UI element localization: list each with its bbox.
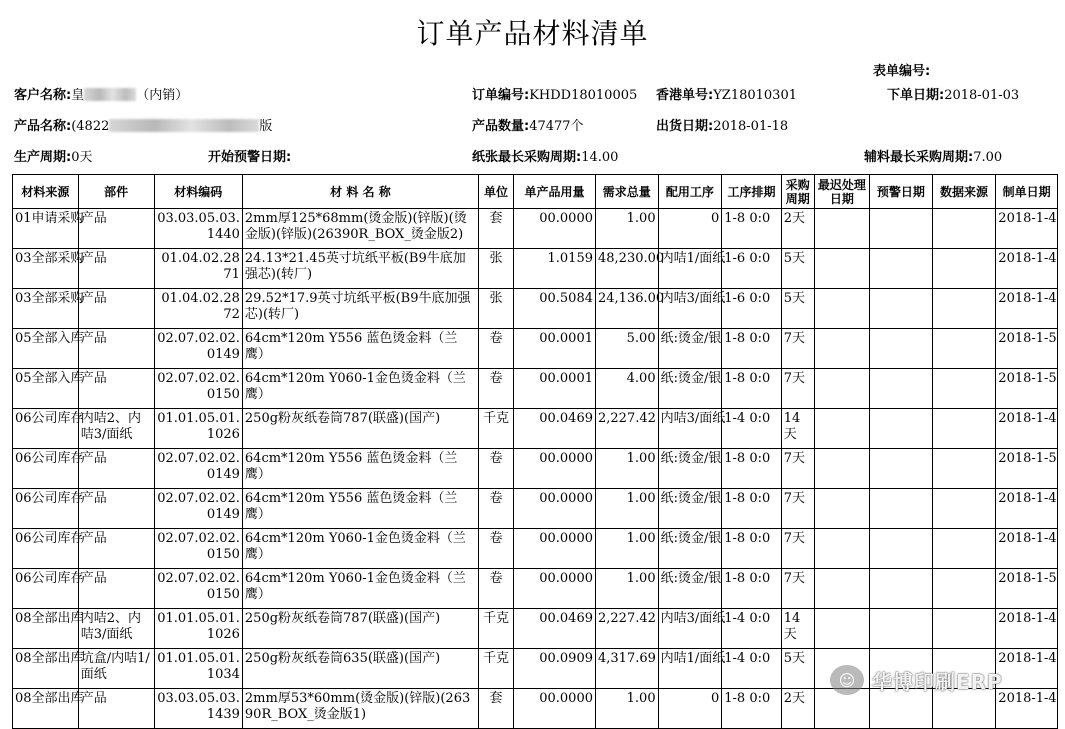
usage-cell: 00.0000 (513, 489, 595, 529)
data-source-cell (932, 289, 996, 329)
data-source-cell (932, 649, 996, 689)
usage-cell: 00.0000 (513, 529, 595, 569)
column-header: 制单日期 (996, 175, 1058, 209)
column-header: 单位 (479, 175, 514, 209)
table-row (13, 209, 1058, 249)
warn-date-cell (870, 209, 933, 249)
source-cell-text: 08全部出库 (15, 611, 84, 626)
made-date-cell: 2018-1-4 (996, 649, 1058, 689)
schedule-cell: 1-4 0:0 (722, 409, 782, 449)
usage-cell: 00.0001 (513, 329, 595, 369)
total-cell: 1.00 (596, 529, 659, 569)
part-cell: 产品 (78, 529, 154, 569)
process-cell (658, 569, 722, 609)
cycle-cell: 14天 (781, 609, 814, 649)
schedule-cell: 1-8 0:0 (722, 369, 782, 409)
cycle-cell: 7天 (781, 569, 814, 609)
process-cell-text: 纸:烫金/银 (660, 331, 722, 346)
column-header: 材 料 名 称 (242, 175, 478, 209)
unit-cell: 卷 (479, 529, 514, 569)
latest-date-cell (814, 209, 869, 249)
order-date-value: 2018-01-03 (944, 88, 1020, 103)
code-cell: 02.07.02.02.0150 (154, 369, 242, 409)
source-cell-text: 01申请采购 (15, 211, 84, 226)
source-cell-text: 06公司库存 (15, 531, 84, 546)
wechat-logo-icon: ☺ (830, 665, 864, 695)
part-cell: 坑盒/内咭1/面纸 (78, 649, 154, 689)
data-source-cell (932, 249, 996, 289)
code-cell: 03.03.05.03.1439 (154, 689, 242, 729)
part-cell: 内咭2、内咭3/面纸 (78, 409, 154, 449)
total-cell: 4.00 (596, 369, 659, 409)
product-suffix: 版 (259, 119, 273, 134)
quantity-value: 47477个 (529, 119, 584, 134)
unit-cell: 套 (479, 689, 514, 729)
unit-cell: 卷 (479, 489, 514, 529)
hk-no-label: 香港单号: (656, 88, 714, 103)
part-cell: 产品 (78, 209, 154, 249)
part-cell: 产品 (78, 689, 154, 729)
source-cell (13, 329, 84, 369)
table-row (13, 329, 1058, 369)
order-no-field (472, 88, 637, 104)
process-cell-text: 内咭3/面纸 (660, 291, 726, 306)
total-cell: 1.00 (596, 489, 659, 529)
cycle-cell: 7天 (781, 369, 814, 409)
column-header: 材料来源 (13, 175, 79, 209)
usage-cell: 00.5084 (513, 289, 595, 329)
customer-suffix: （内销） (136, 88, 189, 103)
hk-no-value: YZ18010301 (713, 88, 797, 103)
unit-cell: 套 (479, 209, 514, 249)
usage-cell: 00.0000 (513, 569, 595, 609)
made-date-cell: 2018-1-4 (996, 289, 1058, 329)
schedule-cell: 1-8 0:0 (722, 529, 782, 569)
product-field (14, 119, 272, 135)
cycle-cell: 7天 (781, 329, 814, 369)
latest-date-cell (814, 689, 869, 729)
warn-start-field (208, 150, 291, 166)
name-cell: 250g粉灰纸卷筒787(联盛)(国产) (242, 609, 478, 649)
table-row (13, 569, 1058, 609)
cycle-cell: 2天 (781, 689, 814, 729)
quantity-label: 产品数量: (472, 119, 530, 134)
source-cell-text: 06公司库存 (15, 451, 84, 466)
process-cell-text: 纸:烫金/银 (660, 371, 722, 386)
name-cell: 2mm厚53*60mm(烫金版)(锌版)(26390R_BOX_烫金版1) (242, 689, 478, 729)
paper-max-label: 纸张最长采购周期: (472, 150, 582, 165)
warn-date-cell (870, 569, 933, 609)
materials-table (12, 174, 1058, 729)
part-cell: 内咭2、内咭3/面纸 (78, 609, 154, 649)
order-no-label: 订单编号: (472, 88, 530, 103)
source-cell (13, 289, 84, 329)
data-source-cell (932, 209, 996, 249)
usage-cell: 00.0469 (513, 409, 595, 449)
total-cell: 24,136.00 (596, 289, 659, 329)
page-title: 订单产品材料清单 (416, 17, 649, 50)
table-row (13, 649, 1058, 689)
part-cell: 产品 (78, 489, 154, 529)
form-no-field (873, 64, 930, 80)
table-row (13, 529, 1058, 569)
unit-cell: 千克 (479, 409, 514, 449)
source-cell (13, 489, 84, 529)
data-source-cell (932, 609, 996, 649)
usage-cell: 00.0909 (513, 649, 595, 689)
warn-date-cell (870, 649, 933, 689)
unit-cell: 张 (479, 249, 514, 289)
schedule-cell: 1-8 0:0 (722, 449, 782, 489)
cycle-cell: 5天 (781, 289, 814, 329)
latest-date-cell (814, 489, 869, 529)
customer-label: 客户名称: (14, 88, 72, 103)
process-cell-text: 内咭3/面纸 (660, 411, 726, 426)
warn-date-cell (870, 689, 933, 729)
warn-date-cell (870, 529, 933, 569)
name-cell: 64cm*120m Y060-1金色烫金料（兰鹰） (242, 569, 478, 609)
cycle-value: 0天 (71, 150, 93, 165)
code-cell: 01.01.05.01.1026 (154, 609, 242, 649)
unit-cell: 卷 (479, 569, 514, 609)
code-cell: 01.04.02.2872 (154, 289, 242, 329)
aux-max-label: 辅料最长采购周期: (864, 150, 974, 165)
process-cell-text: 纸:烫金/银 (660, 531, 722, 546)
column-header: 单产品用量 (513, 175, 595, 209)
source-cell-text: 03全部采购 (15, 251, 84, 266)
cycle-cell: 14天 (781, 409, 814, 449)
name-cell: 250g粉灰纸卷筒635(联盛)(国产) (242, 649, 478, 689)
paper-max-value: 14.00 (581, 150, 619, 165)
unit-cell: 千克 (479, 609, 514, 649)
schedule-cell: 1-8 0:0 (722, 329, 782, 369)
table-row (13, 449, 1058, 489)
watermark-text: 华博印刷ERP (872, 669, 1003, 694)
process-cell-text: 内咭1/面纸 (660, 251, 726, 266)
cycle-cell: 2天 (781, 209, 814, 249)
table-row (13, 489, 1058, 529)
total-cell: 4,317.69 (596, 649, 659, 689)
warn-date-cell (870, 609, 933, 649)
name-cell: 29.52*17.9英寸坑纸平板(B9牛底加强芯)(转厂) (242, 289, 478, 329)
column-header: 最迟处理日期 (814, 175, 869, 209)
source-cell-text: 05全部入库 (15, 371, 84, 386)
latest-date-cell (814, 409, 869, 449)
warn-date-cell (870, 409, 933, 449)
table-row (13, 609, 1058, 649)
part-cell: 产品 (78, 329, 154, 369)
unit-cell: 卷 (479, 329, 514, 369)
process-cell (658, 329, 722, 369)
unit-cell: 千克 (479, 649, 514, 689)
made-date-cell: 2018-1-5 (996, 569, 1058, 609)
made-date-cell: 2018-1-4 (996, 489, 1058, 529)
total-cell: 2,227.42 (596, 609, 659, 649)
code-cell: 01.01.05.01.1034 (154, 649, 242, 689)
process-cell (658, 289, 726, 329)
aux-max-field (864, 150, 1002, 166)
process-cell-text: 0 (710, 691, 720, 706)
code-cell: 02.07.02.02.0150 (154, 569, 242, 609)
ship-date-label: 出货日期: (656, 119, 714, 134)
code-cell: 02.07.02.02.0149 (154, 489, 242, 529)
quantity-field (472, 119, 584, 135)
code-cell: 01.01.05.01.1026 (154, 409, 242, 449)
usage-cell: 00.0000 (513, 689, 595, 729)
column-header: 预警日期 (870, 175, 933, 209)
warn-date-cell (870, 489, 933, 529)
latest-date-cell (814, 369, 869, 409)
order-no-value: KHDD18010005 (529, 88, 638, 103)
cycle-cell: 7天 (781, 489, 814, 529)
source-cell-text: 06公司库存 (15, 491, 84, 506)
schedule-cell: 1-4 0:0 (722, 609, 782, 649)
process-cell (658, 489, 722, 529)
schedule-cell: 1-6 0:0 (722, 249, 782, 289)
process-cell (658, 529, 722, 569)
customer-field (14, 88, 188, 104)
schedule-cell: 1-6 0:0 (722, 289, 782, 329)
made-date-cell: 2018-1-4 (996, 249, 1058, 289)
total-cell: 5.00 (596, 329, 659, 369)
total-cell: 1.00 (596, 569, 659, 609)
source-cell (13, 449, 84, 489)
source-cell-text: 03全部采购 (15, 291, 84, 306)
latest-date-cell (814, 249, 869, 289)
latest-date-cell (814, 289, 869, 329)
source-cell (13, 209, 84, 249)
data-source-cell (932, 689, 996, 729)
table-row (13, 249, 1058, 289)
order-date-field (887, 88, 1019, 104)
process-cell (658, 609, 726, 649)
source-cell (13, 249, 84, 289)
source-cell-text: 05全部入库 (15, 331, 84, 346)
latest-date-cell (814, 569, 869, 609)
total-cell: 1.00 (596, 209, 659, 249)
data-source-cell (932, 489, 996, 529)
total-cell: 1.00 (596, 689, 659, 729)
usage-cell: 1.0159 (513, 249, 595, 289)
cycle-cell: 5天 (781, 249, 814, 289)
column-header: 配用工序 (658, 175, 722, 209)
name-cell: 2mm厚125*68mm(烫金版)(锌版)(烫金版)(锌版)(26390R_BOX_烫金版2) (242, 209, 478, 249)
latest-date-cell (814, 649, 869, 689)
data-source-cell (932, 369, 996, 409)
source-cell (13, 369, 84, 409)
name-cell: 24.13*21.45英寸坑纸平板(B9牛底加强芯)(转厂) (242, 249, 478, 289)
source-cell (13, 609, 84, 649)
usage-cell: 00.0469 (513, 609, 595, 649)
ship-date-field (656, 119, 788, 135)
source-cell (13, 649, 84, 689)
process-cell-text: 纸:烫金/银 (660, 491, 722, 506)
paper-max-field (472, 150, 618, 166)
schedule-cell: 1-4 0:0 (722, 649, 782, 689)
schedule-cell: 1-8 0:0 (722, 689, 782, 729)
code-cell: 02.07.02.02.0149 (154, 329, 242, 369)
data-source-cell (932, 329, 996, 369)
source-cell-text: 08全部出库 (15, 651, 84, 666)
data-source-cell (932, 449, 996, 489)
made-date-cell: 2018-1-4 (996, 529, 1058, 569)
unit-cell: 卷 (479, 369, 514, 409)
cycle-field (14, 150, 92, 166)
usage-cell: 00.0001 (513, 369, 595, 409)
name-cell: 64cm*120m Y556 蓝色烫金料（兰鹰） (242, 329, 478, 369)
process-cell (658, 369, 722, 409)
product-prefix: (4822 (71, 119, 110, 134)
made-date-cell: 2018-1-4 (996, 409, 1058, 449)
process-cell-text: 内咭1/面纸 (660, 651, 726, 666)
name-cell: 250g粉灰纸卷筒787(联盛)(国产) (242, 409, 478, 449)
made-date-cell: 2018-1-4 (996, 609, 1058, 649)
name-cell: 64cm*120m Y556 蓝色烫金料（兰鹰） (242, 449, 478, 489)
table-row (13, 409, 1058, 449)
redaction-blur (109, 119, 259, 132)
warn-date-cell (870, 449, 933, 489)
column-header: 部件 (78, 175, 154, 209)
process-cell (658, 689, 722, 729)
data-source-cell (932, 529, 996, 569)
schedule-cell: 1-8 0:0 (722, 489, 782, 529)
code-cell: 03.03.05.03.1440 (154, 209, 242, 249)
source-cell (13, 529, 84, 569)
redaction-blur (84, 88, 136, 101)
process-cell-text: 纸:烫金/银 (660, 451, 722, 466)
cycle-cell: 7天 (781, 449, 814, 489)
column-header: 采购周期 (781, 175, 814, 209)
source-cell (13, 569, 84, 609)
column-header: 材料编码 (154, 175, 242, 209)
warn-start-label: 开始预警日期: (208, 150, 292, 165)
code-cell: 01.04.02.2871 (154, 249, 242, 289)
usage-cell: 00.0000 (513, 209, 595, 249)
source-cell-text: 06公司库存 (15, 571, 84, 586)
name-cell: 64cm*120m Y060-1金色烫金料（兰鹰） (242, 529, 478, 569)
unit-cell: 张 (479, 289, 514, 329)
unit-cell: 卷 (479, 449, 514, 489)
latest-date-cell (814, 329, 869, 369)
ship-date-value: 2018-01-18 (713, 119, 789, 134)
column-header: 数据来源 (932, 175, 996, 209)
made-date-cell: 2018-1-5 (996, 449, 1058, 489)
part-cell: 产品 (78, 249, 154, 289)
name-cell: 64cm*120m Y556 蓝色烫金料（兰鹰） (242, 489, 478, 529)
aux-max-value: 7.00 (973, 150, 1003, 165)
process-cell-text: 内咭3/面纸 (660, 611, 726, 626)
customer-prefix: 皇 (71, 88, 85, 103)
table-row (13, 369, 1058, 409)
process-cell-text: 纸:烫金/银 (660, 571, 722, 586)
warn-date-cell (870, 369, 933, 409)
process-cell (658, 209, 722, 249)
table-body (13, 209, 1058, 729)
name-cell: 64cm*120m Y060-1金色烫金料（兰鹰） (242, 369, 478, 409)
data-source-cell (932, 409, 996, 449)
data-source-cell (932, 569, 996, 609)
column-header: 需求总量 (596, 175, 659, 209)
total-cell: 48,230.00 (596, 249, 659, 289)
usage-cell: 00.0000 (513, 449, 595, 489)
warn-date-cell (870, 329, 933, 369)
code-cell: 02.07.02.02.0149 (154, 449, 242, 489)
part-cell: 产品 (78, 569, 154, 609)
table-header-row (13, 175, 1058, 209)
schedule-cell: 1-8 0:0 (722, 209, 782, 249)
order-date-label: 下单日期: (887, 88, 945, 103)
made-date-cell: 2018-1-4 (996, 209, 1058, 249)
source-cell-text: 06公司库存 (15, 411, 84, 426)
code-cell: 02.07.02.02.0150 (154, 529, 242, 569)
part-cell: 产品 (78, 369, 154, 409)
product-label: 产品名称: (14, 119, 72, 134)
source-cell (13, 689, 84, 729)
column-header: 工序排期 (722, 175, 782, 209)
schedule-cell: 1-8 0:0 (722, 569, 782, 609)
cycle-cell: 5天 (781, 649, 814, 689)
process-cell-text: 0 (710, 211, 720, 226)
source-cell-text: 08全部出库 (15, 691, 84, 706)
warn-date-cell (870, 289, 933, 329)
made-date-cell: 2018-1-4 (996, 689, 1058, 729)
warn-date-cell (870, 249, 933, 289)
cycle-cell: 7天 (781, 529, 814, 569)
process-cell (658, 249, 726, 289)
hk-no-field (656, 88, 797, 104)
latest-date-cell (814, 449, 869, 489)
process-cell (658, 449, 722, 489)
process-cell (658, 409, 726, 449)
table-row (13, 289, 1058, 329)
source-cell (13, 409, 84, 449)
made-date-cell: 2018-1-5 (996, 369, 1058, 409)
total-cell: 2,227.42 (596, 409, 659, 449)
latest-date-cell (814, 609, 869, 649)
total-cell: 1.00 (596, 449, 659, 489)
part-cell: 产品 (78, 289, 154, 329)
latest-date-cell (814, 529, 869, 569)
cycle-label: 生产周期: (14, 150, 72, 165)
form-no-label: 表单编号: (873, 64, 931, 79)
table-row (13, 689, 1058, 729)
made-date-cell: 2018-1-5 (996, 329, 1058, 369)
part-cell: 产品 (78, 449, 154, 489)
process-cell (658, 649, 726, 689)
